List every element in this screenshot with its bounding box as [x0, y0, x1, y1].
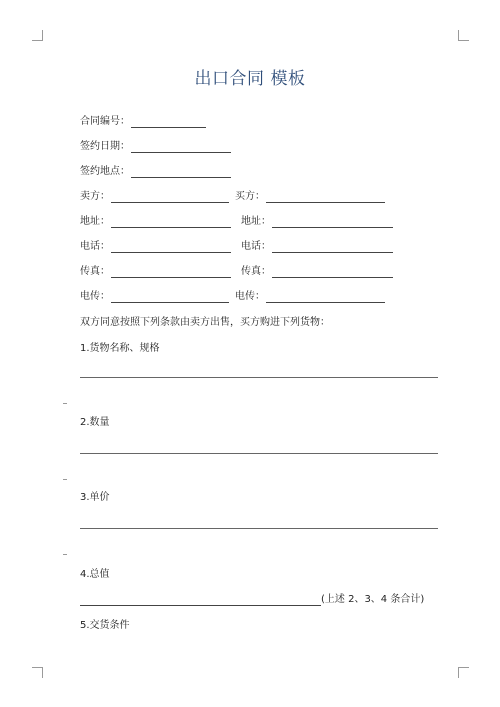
page-corner-mark-top-right — [458, 30, 469, 41]
buyer-address-blank[interactable] — [272, 227, 393, 228]
total-fill-line[interactable] — [80, 605, 321, 606]
sign-place-blank[interactable] — [131, 177, 231, 178]
page-corner-mark-bottom-left — [32, 667, 43, 678]
document-title: 出口合同 模板 — [194, 69, 306, 89]
page-corner-mark-top-left — [32, 30, 43, 41]
paragraph-mark — [63, 403, 67, 404]
sign-date-label: 签约日期： — [80, 141, 130, 152]
sign-date-blank[interactable] — [131, 152, 231, 153]
paragraph-mark — [63, 554, 67, 555]
seller-fax-label: 传真： — [80, 266, 110, 277]
contract-number-label: 合同编号： — [80, 116, 130, 127]
buyer-telex-label: 电传： — [235, 291, 265, 302]
seller-phone-label: 电话： — [80, 241, 110, 252]
quantity-fill-line[interactable] — [80, 453, 438, 454]
seller-label: 卖方： — [80, 191, 110, 202]
buyer-fax-label: 传真： — [241, 266, 271, 277]
buyer-phone-label: 电话： — [241, 241, 271, 252]
unit-price-fill-line[interactable] — [80, 528, 438, 529]
seller-blank[interactable] — [111, 202, 229, 203]
sign-place-label: 签约地点： — [80, 166, 130, 177]
goods-fill-line[interactable] — [80, 377, 438, 378]
seller-address-label: 地址： — [80, 216, 110, 227]
buyer-phone-blank[interactable] — [272, 252, 393, 253]
buyer-blank[interactable] — [266, 202, 385, 203]
total-note: (上述 2、3、4 条合计) — [321, 594, 425, 605]
page-corner-mark-bottom-right — [458, 667, 469, 678]
paragraph-mark — [63, 479, 67, 480]
seller-fax-blank[interactable] — [111, 277, 231, 278]
seller-phone-blank[interactable] — [111, 252, 231, 253]
agreement-intro: 双方同意按照下列条款由卖方出售，买方购进下列货物： — [80, 317, 330, 328]
buyer-label: 买方： — [235, 191, 265, 202]
seller-address-blank[interactable] — [111, 227, 231, 228]
contract-number-blank[interactable] — [131, 127, 206, 128]
section-quantity-heading: 2.数量 — [80, 417, 110, 428]
buyer-fax-blank[interactable] — [272, 277, 393, 278]
buyer-address-label: 地址： — [241, 216, 271, 227]
seller-telex-blank[interactable] — [111, 302, 229, 303]
buyer-telex-blank[interactable] — [266, 302, 385, 303]
section-goods-heading: 1.货物名称、规格 — [80, 343, 160, 354]
seller-telex-label: 电传： — [80, 291, 110, 302]
section-delivery-heading: 5.交货条件 — [80, 620, 130, 631]
section-unit-price-heading: 3.单价 — [80, 492, 110, 503]
section-total-heading: 4.总值 — [80, 569, 110, 580]
